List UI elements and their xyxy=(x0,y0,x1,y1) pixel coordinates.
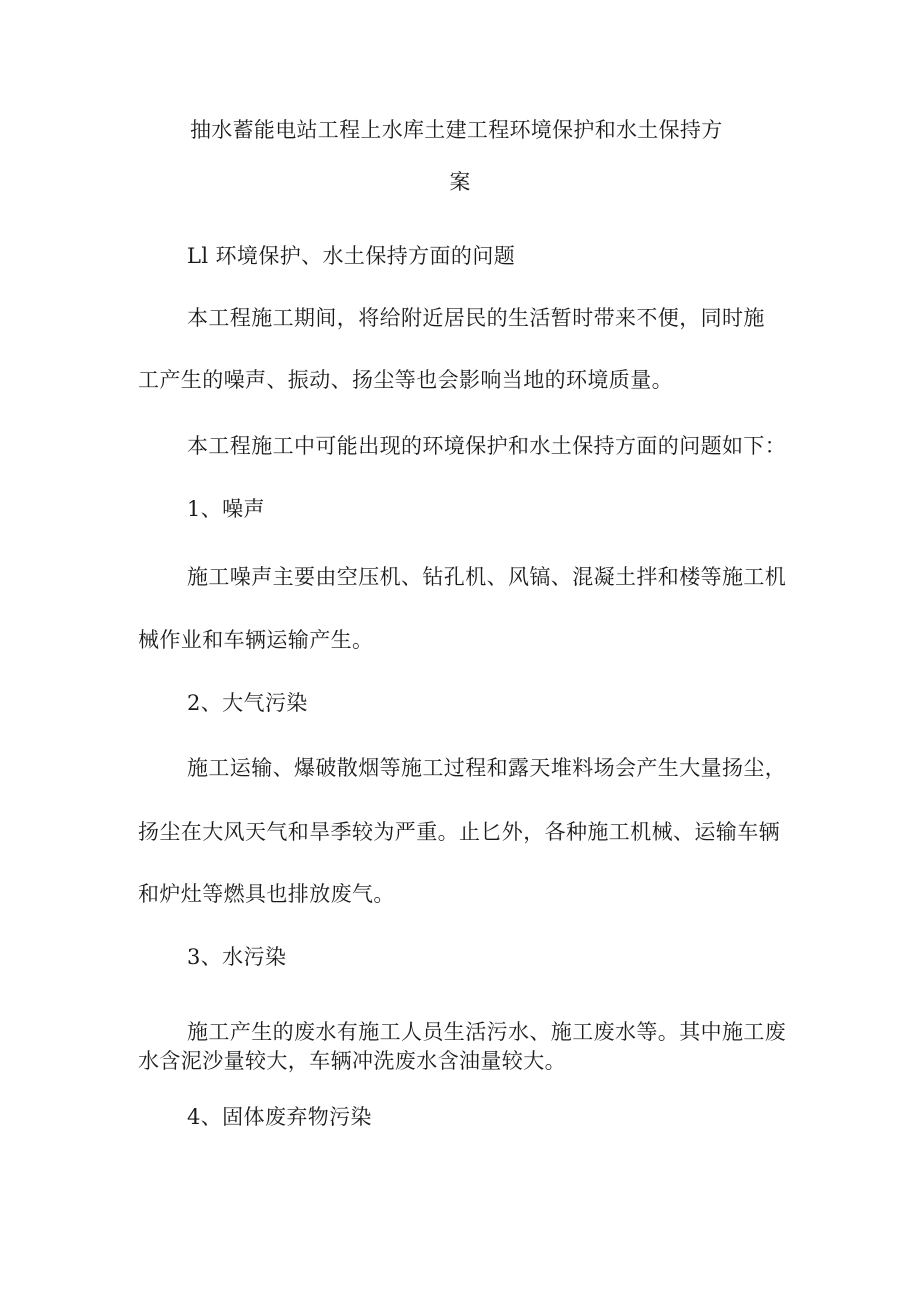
item-2-line-2: 扬尘在大风天气和旱季较为严重。止匕外，各种施工机械、运输车辆 xyxy=(138,820,780,844)
item-1-line-1: 施工噪声主要由空压机、钻孔机、风镐、混凝土拌和楼等施工机 xyxy=(187,565,787,589)
paragraph-intro-line-1: 本工程施工期间，将给附近居民的生活暂时带来不便，同时施 xyxy=(187,306,765,330)
document-title-line-1: 抽水蓄能电站工程上水库土建工程环境保护和水土保持方 xyxy=(190,118,723,142)
item-3-line-1: 施工产生的废水有施工人员生活污水、施工废水等。其中施工废 xyxy=(187,1020,787,1044)
item-2-line-3: 和炉灶等燃具也排放废气。 xyxy=(138,882,395,906)
document-title-line-2: 案 xyxy=(449,170,471,194)
item-1-line-2: 械作业和车辆运输产生。 xyxy=(138,628,374,652)
item-2-line-1: 施工运输、爆破散烟等施工过程和露天堆料场会产生大量扬尘， xyxy=(187,756,787,780)
item-4-heading: 4、固体废弃物污染 xyxy=(187,1105,372,1129)
item-2-heading: 2、大气污染 xyxy=(187,691,308,715)
item-3-line-2: 水含泥沙量较大，车辆冲洗废水含油量较大。 xyxy=(138,1049,566,1073)
item-3-heading: 3、水污染 xyxy=(187,945,287,969)
paragraph-list-intro: 本工程施工中可能出现的环境保护和水土保持方面的问题如下： xyxy=(187,434,787,458)
item-1-heading: 1、噪声 xyxy=(187,497,265,521)
paragraph-intro-line-2: 工产生的噪声、振动、扬尘等也会影响当地的环境质量。 xyxy=(138,368,673,392)
section-heading-1-1: Ll 环境保护、水土保持方面的问题 xyxy=(187,244,516,268)
